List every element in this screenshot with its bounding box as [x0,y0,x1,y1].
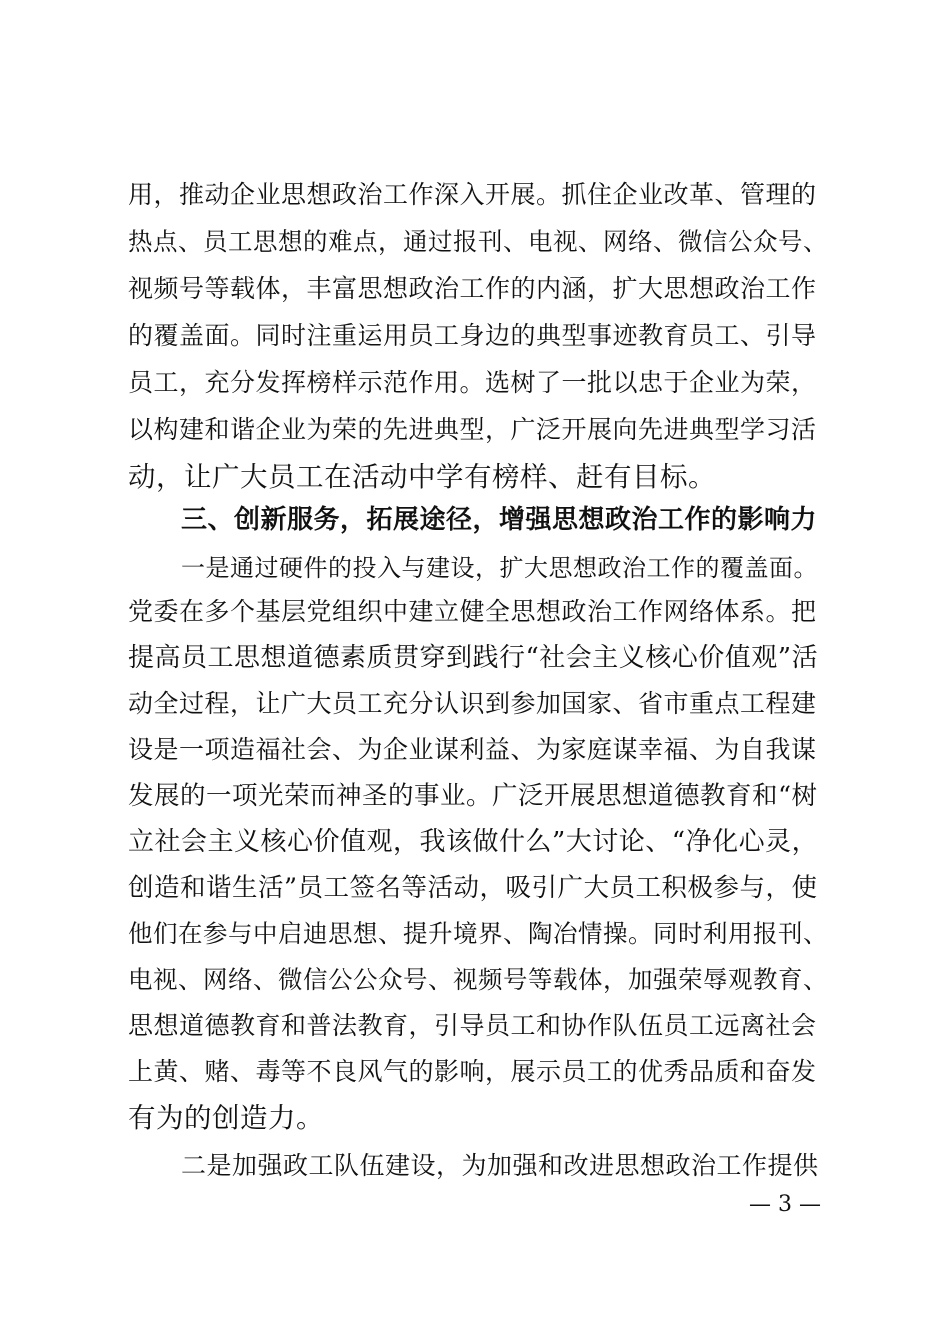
text-line: 一是通过硬件的投入与建设，扩大思想政治工作的覆盖面。 [181,554,818,582]
text-line: 视频号等载体，丰富思想政治工作的内涵，扩大思想政治工作 [128,274,817,303]
text-line: 二是加强政工队伍建设，为加强和改进思想政治工作提供 [181,1151,819,1180]
text-line: 动全过程，让广大员工充分认识到参加国家、省市重点工程建 [128,689,817,718]
text-line: 他们在参与中启迪思想、提升境界、陶冶情操。同时利用报刊、 [128,919,828,948]
text-line: 提高员工思想道德素质贯穿到践行“社会主义核心价值观”活 [128,643,819,673]
text-line: 上黄、赌、毒等不良风气的影响，展示员工的优秀品质和奋发 [128,1057,817,1086]
text-line: 以构建和谐企业为荣的先进典型，广泛开展向先进典型学习活 [128,415,817,444]
text-line: 立社会主义核心价值观，我该做什么”大讨论、“净化心灵， [128,827,819,857]
section-heading: 三、创新服务，拓展途径，增强思想政治工作的影响力 [181,505,818,535]
text-line: 创造和谐生活”员工签名等活动，吸引广大员工积极参与，使 [128,873,818,903]
text-line: 的覆盖面。同时注重运用员工身边的典型事迹教育员工、引导 [128,321,817,350]
text-line: 有为的创造力。 [128,1102,324,1134]
text-line: 电视、网络、微信公公众号、视频号等载体，加强荣辱观教育、 [128,965,828,994]
text-line: 热点、员工思想的难点，通过报刊、电视、网络、微信公众号、 [128,227,828,256]
text-line: 思想道德教育和普法教育，引导员工和协作队伍员工远离社会 [128,1011,817,1040]
text-line: 员工，充分发挥榜样示范作用。选树了一批以忠于企业为荣， [128,368,817,397]
text-line: 设是一项造福社会、为企业谋利益、为家庭谋幸福、为自我谋 [128,735,817,764]
text-line: 党委在多个基层党组织中建立健全思想政治工作网络体系。把 [128,597,817,626]
page-number: — 3 — [749,1192,821,1217]
text-line: 用，推动企业思想政治工作深入开展。抓住企业改革、管理的 [128,180,817,209]
text-line: 发展的一项光荣而神圣的事业。广泛开展思想道德教育和“树 [128,781,818,811]
text-line: 动，让广大员工在活动中学有榜样、赶有目标。 [128,461,716,493]
